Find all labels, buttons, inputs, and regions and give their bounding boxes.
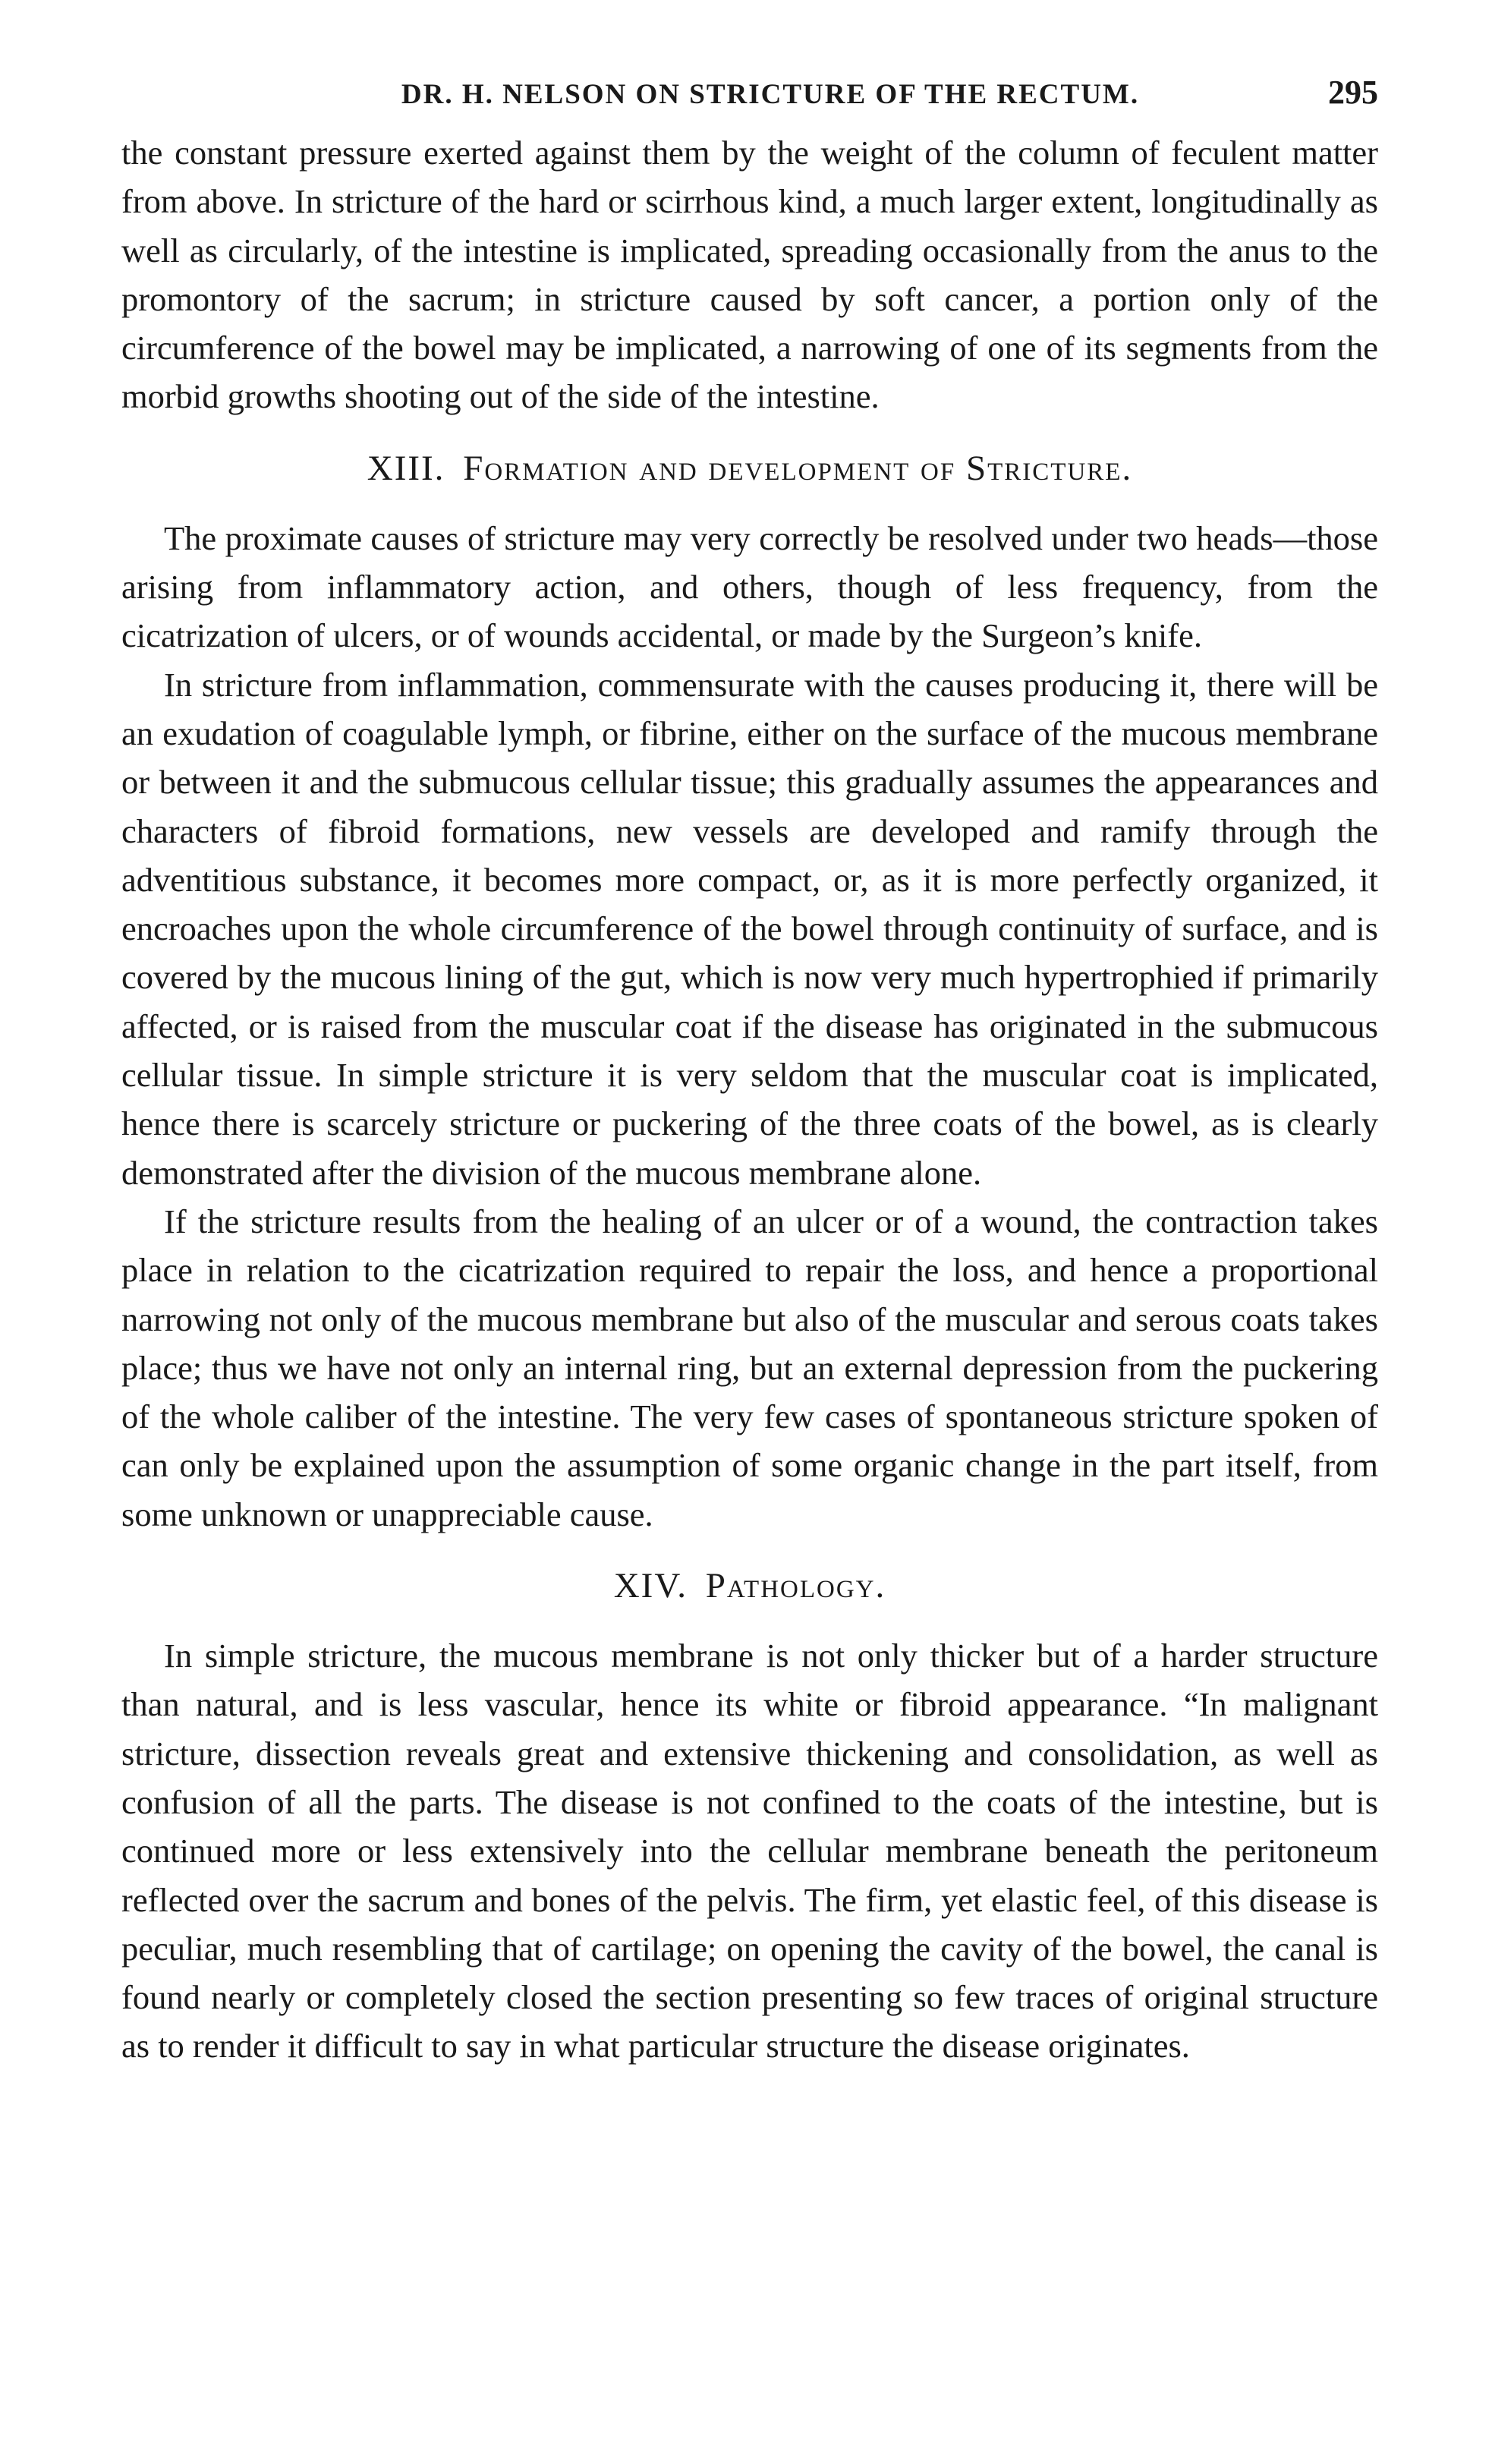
running-header [121, 73, 1378, 112]
paragraph: In stricture from inflammation, commensurate with the causes producing it, there will be an exudation of coagulable lymph, or fibrine, either on the surface of the mucous membrane or between it and the submucous cellular tissue; this gradually assumes the appearances and characters of fibroid formations, new vessels are developed and ramify through the adventitious substance, it becomes more compact, or, as it is more perfectly organized, it encroaches upon the whole circumference of the bowel through continuity of surface, and is covered by the mucous lining of the gut, which is now very much hypertrophied if primarily affected, or is raised from the muscular coat if the disease has originated in the submucous cellular tissue. In simple stricture it is very seldom that the muscular coat is implicated, hence there is scarcely stricture or puckering of the three coats of the bowel, as is clearly demonstrated after the division of the mucous membrane alone. [121, 665, 1378, 1192]
paragraph-continued: the constant pressure exerted against them by the weight of the column of feculent matter from above. In stricture of the hard or scirrhous kind, a much larger extent, longitudinally as well as circularly, of the intestine is implicated, spreading occasionally from the anus to the promontory of the sacrum; in stricture caused by soft cancer, a portion only of the circumference of the bowel may be implicated, a narrowing of one of its segments from the morbid growths shooting out of the side of the intestine. [121, 134, 1378, 416]
section-heading-13 [121, 444, 1378, 493]
paragraph: If the stricture results from the healing of an ulcer or of a wound, the contraction takes place in relation to the cicatrization required to repair the loss, and hence a proportional narrowing not only of the mucous membrane but also of the muscular and serous coats takes place; thus we have not only an internal ring, but an external depression from the puckering of the whole caliber of the intestine. The very few cases of spontaneous stricture spoken of can only be explained upon the assumption of some organic change in the part itself, from some unknown or unappreciable cause. [121, 1202, 1378, 1533]
section-number: XIII. [367, 448, 445, 488]
page-number: 295 [1328, 74, 1378, 111]
running-title: DR. H. NELSON ON STRICTURE OF THE RECTUM. [401, 79, 1140, 110]
paragraph: The proximate causes of stricture may very correctly be resolved under two heads—those arising from inflammatory action, and others, though of less frequency, from the cicatrization of ulcers, or of wounds accidental, or made by the Surgeon’s knife. [121, 518, 1378, 655]
section-number: XIV. [613, 1566, 688, 1606]
section-title: Formation and development of Stricture. [463, 448, 1133, 488]
paragraph: In simple stricture, the mucous membrane is not only thicker but of a harder structure than natural, and is less vascular, hence its white or fibroid appearance. “In malignant stricture, dissection reveals great and extensive thickening and consolidation, as well as confusion of all the parts. The disease is not confined to the coats of the intestine, but is continued more or less extensively into the cellular membrane beneath the peritoneum reflected over the sacrum and bones of the pelvis. The firm, yet elastic feel, of this disease is peculiar, much resembling that of cartilage; on opening the cavity of the bowel, the canal is found nearly or completely closed the section presenting so few traces of original structure as to render it difficult to say in what particular structure the disease originates. [121, 1637, 1378, 2065]
section-title: Pathology. [705, 1566, 886, 1606]
section-heading-14 [121, 1561, 1378, 1610]
